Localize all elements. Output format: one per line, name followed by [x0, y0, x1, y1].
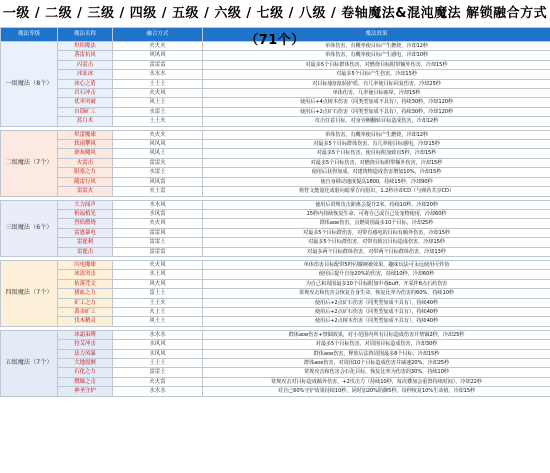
fusion-formula-cell: 风土土	[113, 98, 203, 107]
fusion-formula-cell: 水水水	[113, 330, 203, 339]
table-row	[1, 177, 550, 186]
spell-effect-cell: 单体伤害，有概率使目标产生燃烧，冷却12秒	[203, 42, 550, 51]
spell-name-cell: 自锁矿工	[58, 107, 113, 116]
spell-name-cell: 炽焰魔法	[58, 42, 113, 51]
spell-name-cell: 冰冻突击	[58, 270, 113, 279]
spell-effect-cell: 常规攻击和伤害会恢复自身生命，恢复比率为伤害的60%，持续10秒	[203, 289, 550, 298]
table-row	[1, 270, 550, 279]
table-row	[1, 219, 550, 228]
spell-effect-cell: 攻击任意目标，对身旁侧翻转目标造成伤害，冷却12秒	[203, 117, 550, 126]
fusion-formula-cell: 土土火	[113, 298, 203, 307]
spell-name-cell: 蓝月术	[58, 117, 113, 126]
header-formula: 融合方式	[113, 28, 203, 42]
magic-level-cell: 四级魔法（7个）	[1, 260, 58, 326]
fusion-formula-cell: 雷土土	[113, 289, 203, 298]
fusion-formula-cell: 风风风	[113, 140, 203, 149]
spell-name-cell: 火雷击	[58, 158, 113, 167]
table-row	[1, 307, 550, 316]
spell-name-cell: 岩石冲击	[58, 89, 113, 98]
fusion-formula-cell: 水风雷	[113, 209, 203, 218]
spell-name-cell: 狩艾冲击	[58, 340, 113, 349]
table-row	[1, 298, 550, 307]
fusion-formula-cell: 雷雷火	[113, 158, 203, 167]
spell-effect-cell: 单体伤害，有概率使目标产生燃烧，冷却12秒	[203, 130, 550, 139]
spell-name-cell: 砂灰飓风	[58, 149, 113, 158]
spell-effect-cell: 使自身移动速度提高1800，持续15秒，冷却90秒	[203, 177, 550, 186]
table-row	[1, 387, 550, 396]
spell-name-cell: 矿工之力	[58, 298, 113, 307]
spell-effect-cell: 对最多5个目标伤害，对周围目标造成伤害，冷却30秒	[203, 340, 550, 349]
magic-level-cell: 五级魔法（7个）	[1, 330, 58, 396]
header-effect: 魔法效果	[203, 28, 550, 42]
table-row	[1, 238, 550, 247]
fusion-formula-cell: 土土火	[113, 117, 203, 126]
spell-name-cell: 阻塞之力	[58, 168, 113, 177]
fusion-formula-cell: 火土雷	[113, 187, 203, 196]
spell-name-cell: 法力风暴	[58, 349, 113, 358]
fusion-formula-cell: 火火风	[113, 219, 203, 228]
fusion-formula-cell: 雷雷土	[113, 238, 203, 247]
spell-name-cell: 大力闻声	[58, 200, 113, 209]
fusion-formula-cell: 风风土	[113, 149, 203, 158]
magic-level-cell: 一级魔法（8个）	[1, 42, 58, 127]
spell-name-cell: 炽雷魔球	[58, 130, 113, 139]
spell-name-cell: 雷霆击	[58, 247, 113, 256]
spell-effect-cell: 使用后+4点树木伤害（同类型加成不具有），持续30秒，冷却120秒	[203, 98, 550, 107]
fusion-formula-cell: 火火火	[113, 42, 203, 51]
spell-name-cell: 雷霆暴电	[58, 228, 113, 237]
spell-name-cell: 黄金矿工	[58, 307, 113, 316]
table-row	[1, 70, 550, 79]
spell-effect-cell: 使用后+2点矿石伤害（同类型加成不具有），持续40秒	[203, 307, 550, 316]
fusion-formula-cell: 水雷土	[113, 107, 203, 116]
table-row	[1, 140, 550, 149]
header-level: 魔法等级	[1, 28, 58, 42]
spell-effect-cell: 对最多5个目标产生伤害，冷却15秒	[203, 70, 550, 79]
table-row	[1, 89, 550, 98]
spell-effect-cell: 使用后+2点矿石伤害（同类型加成不具有），持续30秒，冷却120秒	[203, 107, 550, 116]
fusion-formula-cell: 水水水	[113, 387, 203, 396]
fusion-formula-cell: 风风风	[113, 51, 203, 60]
table-row	[1, 187, 550, 196]
fusion-formula-cell: 水土风	[113, 270, 203, 279]
table-row	[1, 117, 550, 126]
fusion-formula-cell: 风风雷	[113, 177, 203, 186]
spell-effect-cell: 对自己60%守护效果持续10秒，同时加20%防御5秒，每秒恢复10%生命值，冷却15秒	[203, 387, 550, 396]
table-row	[1, 130, 550, 139]
fusion-formula-cell: 水雷土	[113, 168, 203, 177]
spell-effect-cell: 对最多5个目标伤害，使目标附加致盲5秒，冷却15秒	[203, 149, 550, 158]
spell-effect-cell: 对最多5个目标群体伤害，有几率使目标感电，冷却15秒	[203, 140, 550, 149]
spell-effect-cell: 对最多5个目标群体伤害，对燃烧目标附带额外伤害，冷却15秒	[203, 60, 550, 69]
spell-name-cell: 冰心之盾	[58, 79, 113, 88]
spell-name-cell: 燃爆之击	[58, 377, 113, 386]
table-row	[1, 340, 550, 349]
fusion-formula-cell: 水风风	[113, 340, 203, 349]
spell-effect-cell: 对最多5个目标群伤害，对带有致盲目标造成伤害，冷却15秒	[203, 238, 550, 247]
fusion-formula-cell: 雷雷风	[113, 228, 203, 237]
spell-effect-cell: 对目标施加加固护盾，有几率使目标回复伤害，冷却25秒	[203, 79, 550, 88]
fusion-formula-cell: 雷雷雷	[113, 247, 203, 256]
spell-effect-cell: 群体aoe伤害，点燃周围最多10个目标，冷却25秒	[203, 219, 550, 228]
fusion-formula-cell: 雷雷雷	[113, 60, 203, 69]
fusion-formula-cell: 水水风	[113, 200, 203, 209]
spell-name-cell: 伐木精灵	[58, 317, 113, 326]
table-row	[1, 279, 550, 288]
table-row	[1, 98, 550, 107]
table-row	[1, 368, 550, 377]
spell-name-cell: 雷霆刺	[58, 238, 113, 247]
spell-name-cell: 闪雷击	[58, 60, 113, 69]
fusion-formula-cell: 火火风	[113, 260, 203, 269]
spell-effect-cell: 使用后+2点树木伤害（同类型加成不具有），持续40秒	[203, 317, 550, 326]
spell-effect-cell: 使用后常规攻击距离会提升2米，持续10秒，冷却20秒	[203, 200, 550, 209]
table-row	[1, 107, 550, 116]
spell-name-cell: 枯落咒文	[58, 279, 113, 288]
table-row	[1, 168, 550, 177]
spell-name-cell: 冰冻冰	[58, 70, 113, 79]
fusion-formula-cell: 土土土	[113, 79, 203, 88]
table-row	[1, 289, 550, 298]
spell-effect-cell: 群体aoe伤害+禁锢效果，对小范围内所有目标造成伤害并禁锢2秒，冷却25秒	[203, 330, 550, 339]
spell-effect-cell: 对最多两个目标群体伤害，对带两个目标群体伤害，冷却13秒	[203, 247, 550, 256]
spell-effect-cell: 对最多5个目标群伤害，对带有感电的目标有额外伤害，冷却15秒	[203, 228, 550, 237]
spell-effect-cell: 将符文能量化成射向暗掌方向射出，1.2秒冷却CD（与弹药共享CD）	[203, 187, 550, 196]
spell-name-cell: 雷雷火	[58, 187, 113, 196]
table-row	[1, 260, 550, 269]
table-row	[1, 349, 550, 358]
spell-name-cell: 落雷抗风	[58, 51, 113, 60]
spell-effect-cell: 为自己和周围最多10个目标附加中毒buff，开采伴8点石药伤害	[203, 279, 550, 288]
spell-effect-cell: 15秒内持续恢复生命，可将自己或自己及宠物使用，冷却60秒	[203, 209, 550, 218]
spell-effect-cell: 群体aoe伤害，对周围10个目标造成伤害并减速20%，冷却25秒	[203, 359, 550, 368]
spell-name-cell: 优率突破	[58, 98, 113, 107]
fusion-formula-cell: 土土土	[113, 359, 203, 368]
spell-effect-cell: 单体伤害，有概率使目标产生感电，冷却10秒	[203, 51, 550, 60]
spell-effect-cell: 使用后获得加成，对建筑物造成伤害增加10%，冷却15秒	[203, 168, 550, 177]
spell-name-cell: 析福植光	[58, 209, 113, 218]
fusion-formula-cell: 风土土	[113, 317, 203, 326]
magic-table	[0, 27, 550, 397]
fusion-formula-cell: 火火火	[113, 130, 203, 139]
spell-name-cell: 神圣守护	[58, 387, 113, 396]
table-body	[1, 42, 550, 397]
page-title: 一级 / 二级 / 三级 / 四级 / 五级 / 六级 / 七级 / 八级 / 卷轴魔法&混沌魔法 解锁融合方式（71个）	[0, 0, 550, 27]
spell-name-cell: 烈焰燃烧	[58, 219, 113, 228]
spell-name-cell: 软雨攀风	[58, 140, 113, 149]
table-row	[1, 209, 550, 218]
spell-name-cell: 随雷行风	[58, 177, 113, 186]
fusion-formula-cell: 水水水	[113, 70, 203, 79]
table-row	[1, 377, 550, 386]
spell-name-cell: 冰霜束缚	[58, 330, 113, 339]
table-row	[1, 359, 550, 368]
table-row	[1, 247, 550, 256]
spell-effect-cell: 群体aoe伤害，释放后法阵周围最多8个目标，冷却15秒	[203, 349, 550, 358]
magic-level-cell: 二级魔法（7个）	[1, 130, 58, 196]
spell-name-cell: 大地震颤	[58, 359, 113, 368]
spell-effect-cell: 使用后提升自身20%的伤害，持续10秒，冷却60秒	[203, 270, 550, 279]
spell-effect-cell: 常规攻击和伤害会石化目标，恢复比率为伤害的30%，持续10秒	[203, 368, 550, 377]
spell-name-cell: 猪血之力	[58, 289, 113, 298]
spell-effect-cell: 单体伤害，几率使目标眩晕，冷却15秒	[203, 89, 550, 98]
fusion-formula-cell: 水风风	[113, 349, 203, 358]
table-row	[1, 149, 550, 158]
fusion-formula-cell: 风火风	[113, 279, 203, 288]
fusion-formula-cell: 火火雷	[113, 377, 203, 386]
table-row	[1, 330, 550, 339]
fusion-formula-cell: 雷雷土	[113, 368, 203, 377]
table-row	[1, 228, 550, 237]
fusion-formula-cell: 火土土	[113, 307, 203, 316]
spell-effect-cell: 常规攻击对目标造成额外伤害，+2攻击力（持续10秒，每次叠加会重置持续时间），冷却22秒	[203, 377, 550, 386]
table-row	[1, 200, 550, 209]
table-row	[1, 79, 550, 88]
spell-effect-cell: 对最多5个目标伤害，对燃烧目标附带额外伤害，冷却15秒	[203, 158, 550, 167]
header-name: 魔法名称	[58, 28, 113, 42]
table-row	[1, 317, 550, 326]
spell-name-cell: 闪电魔球	[58, 260, 113, 269]
table-row	[1, 158, 550, 167]
magic-level-cell: 三级魔法（6个）	[1, 200, 58, 256]
table-row	[1, 60, 550, 69]
spell-effect-cell: 单体伤害目标配带5秒闪耀硬被效果，趣味玩法可永远使用可炸鱼	[203, 260, 550, 269]
fusion-formula-cell: 火火风	[113, 89, 203, 98]
spell-name-cell: 石化之力	[58, 368, 113, 377]
spell-effect-cell: 使用后+2点矿石伤害（同类型加成不具有），持续40秒	[203, 298, 550, 307]
